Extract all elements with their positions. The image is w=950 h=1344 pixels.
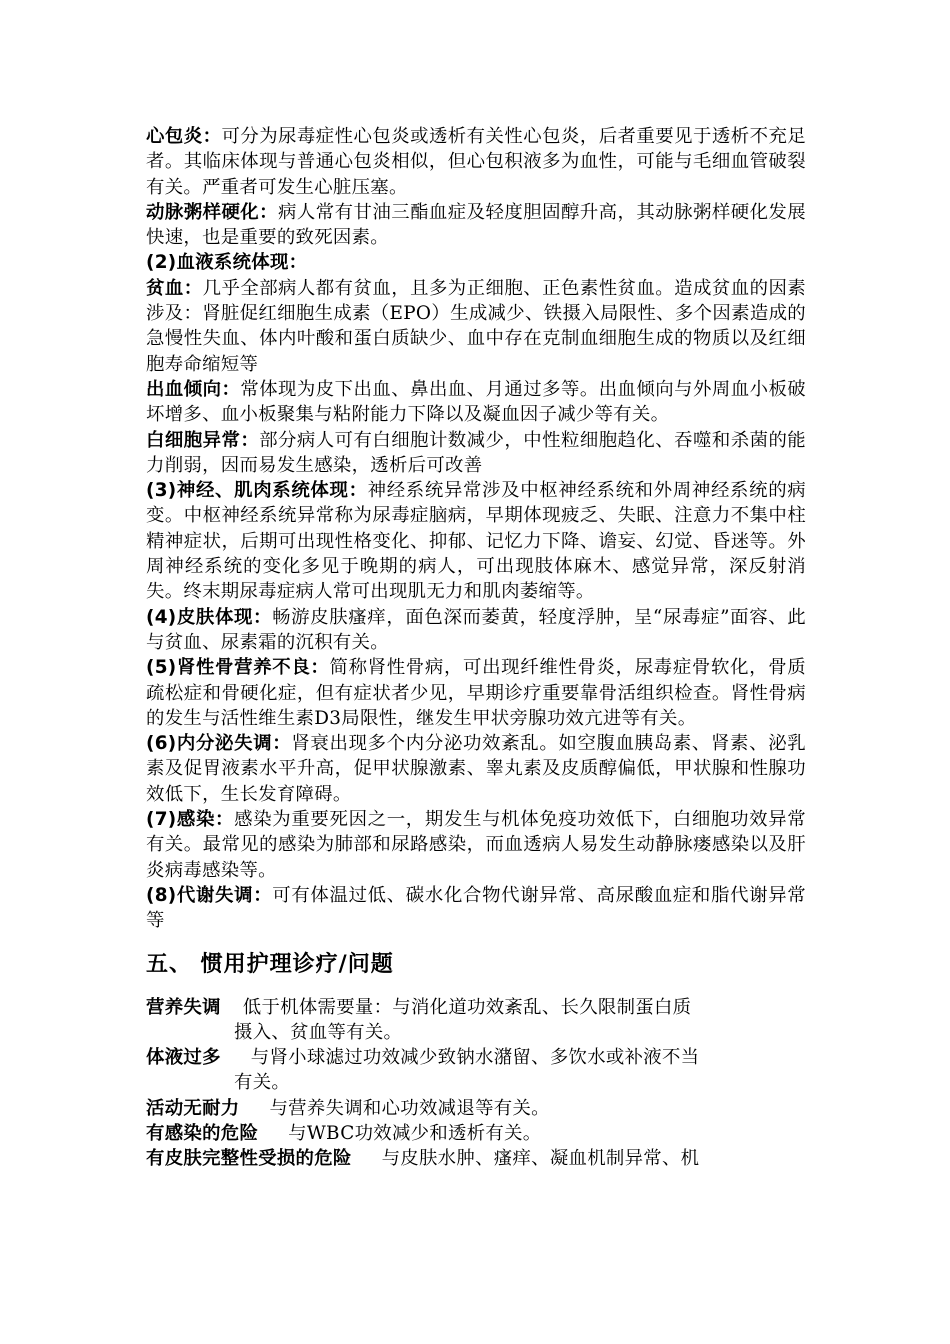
heading-separator: ： <box>253 606 273 628</box>
paragraph-pericarditis <box>146 124 806 200</box>
diagnosis-name: 有皮肤完整性受损的危险 <box>146 1148 352 1170</box>
paragraph-endocrine <box>146 731 806 807</box>
paragraph-atherosclerosis <box>146 200 806 251</box>
heading-separator: ： <box>259 201 279 223</box>
section-title: 五、 惯用护理诊疗/问题 <box>146 951 394 977</box>
diagnosis-description: 与皮肤水肿、瘙痒、凝血机制异常、机 <box>381 1148 700 1170</box>
paragraph-heading: 白细胞异常 <box>146 429 241 451</box>
heading-separator: ： <box>348 480 368 502</box>
paragraph-heading: (2)血液系统体现： <box>146 252 308 274</box>
heading-separator: ： <box>202 126 222 147</box>
diagnosis-name: 体液过多 <box>146 1047 221 1069</box>
paragraph-body: 几乎全部病人都有贫血，且多为正细胞、正色素性贫血。造成贫血的因素涉及：肾脏促红细胞生成素（EPO）生成减少、铁摄入局限性、多个因素造成的急慢性失血、体内叶酸和蛋白质缺少、血中存在克制血细胞生成的物质以及红细胞寿命缩短等 <box>146 277 806 375</box>
paragraph-anemia <box>146 276 806 377</box>
paragraph-body: 畅游皮肤瘙痒，面色深而萎黄，轻度浮肿，呈“尿毒症”面容、此与贫血、尿素霜的沉积有关。 <box>146 606 806 653</box>
nursing-diagnosis-fluid <box>146 1045 806 1096</box>
paragraph-nervous <box>146 478 806 604</box>
diagnosis-description-cont: 摄入、贫血等有关。 <box>234 1021 403 1043</box>
diagnosis-name: 有感染的危险 <box>146 1122 259 1144</box>
paragraph-body: 病人常有甘油三酯血症及轻度胆固醇升高，其动脉粥样硬化发展快速，也是重要的致死因素。 <box>146 201 806 249</box>
heading-separator: ： <box>253 884 273 906</box>
heading-separator: ： <box>310 657 330 679</box>
diagnosis-description-cont: 有关。 <box>234 1072 291 1094</box>
paragraph-heading: 出血倾向 <box>146 378 222 400</box>
paragraph-body: 简称肾性骨病，可出现纤维性骨炎，尿毒症骨软化，骨质疏松症和骨硬化症，但有症状者少见，早期诊疗重要靠骨活组织检查。肾性骨病的发生与活性维生素D3局限性，继发生甲状旁腺功效亢进等有关。 <box>146 657 806 729</box>
paragraph-leukocyte <box>146 428 806 479</box>
paragraph-heading: (8)代谢失调 <box>146 884 254 906</box>
paragraph-heading: (5)肾性骨营养不良 <box>146 657 311 679</box>
paragraph-heading: (7)感染 <box>146 809 216 831</box>
paragraph-infection <box>146 807 806 883</box>
paragraph-blood-system <box>146 250 806 275</box>
paragraph-metabolic <box>146 883 806 934</box>
document-page <box>146 124 806 1172</box>
paragraph-heading: 心包炎 <box>146 126 203 147</box>
paragraph-body: 神经系统异常涉及中枢神经系统和外周神经系统的病变。中枢神经系统异常称为尿毒症脑病，早期体现疲乏、失眠、注意力不集中柱精神症状，后期可出现性格变化、抑郁、记忆力下降、谵妄、幻觉、昏迷等。外周神经系统的变化多见于晚期的病人，可出现肢体麻木、感觉异常，深反射消失。终末期尿毒症病人常可出现肌无力和肌肉萎缩等。 <box>146 480 806 603</box>
diagnosis-name: 活动无耐力 <box>146 1097 240 1119</box>
paragraph-heading: (3)神经、肌肉系统体现 <box>146 480 349 502</box>
heading-separator: ： <box>215 809 235 831</box>
paragraph-bleeding <box>146 377 806 428</box>
diagnosis-description: 低于机体需要量：与消化道功效紊乱、长久限制蛋白质 <box>242 996 692 1018</box>
paragraph-heading: 动脉粥样硬化 <box>146 201 260 223</box>
nursing-diagnosis-activity <box>146 1096 806 1121</box>
diagnosis-name: 营养失调 <box>146 996 221 1018</box>
paragraph-body: 常体现为皮下出血、鼻出血、月通过多等。出血倾向与外周血小板破坏增多、血小板聚集与粘附能力下降以及凝血因子减少等有关。 <box>146 378 806 426</box>
diagnosis-description: 与营养失调和心功效减退等有关。 <box>269 1097 550 1119</box>
paragraph-heading: (6)内分泌失调 <box>146 733 273 755</box>
paragraph-body: 部分病人可有白细胞计数减少，中性粒细胞趋化、吞噬和杀菌的能力削弱，因而易发生感染，透析后可改善 <box>146 429 806 476</box>
heading-separator: ： <box>221 378 241 400</box>
paragraph-heading: 贫血 <box>146 277 184 299</box>
paragraph-skin <box>146 605 806 656</box>
paragraph-renal-osteodystrophy <box>146 655 806 731</box>
heading-separator: ： <box>272 733 292 755</box>
paragraph-body: 肾衰出现多个内分泌功效紊乱。如空腹血胰岛素、肾素、泌乳素及促胃液素水平升高，促甲状腺激素、睾丸素及皮质醇偏低，甲状腺和性腺功效低下，生长发育障碍。 <box>146 733 806 805</box>
diagnosis-description: 与WBC功效减少和透析有关。 <box>288 1122 542 1144</box>
nursing-diagnosis-skin-risk <box>146 1146 806 1171</box>
paragraph-body: 感染为重要死因之一，期发生与机体免疫功效低下，白细胞功效异常有关。最常见的感染为肺部和尿路感染，而血透病人易发生动静脉瘘感染以及肝炎病毒感染等。 <box>146 809 806 881</box>
heading-separator: ： <box>183 277 203 299</box>
heading-separator: ： <box>240 429 260 451</box>
paragraph-body: 可分为尿毒症性心包炎或透析有关性心包炎，后者重要见于透析不充足者。其临床体现与普通心包炎相似，但心包积液多为血性，可能与毛细血管破裂有关。严重者可发生心脏压塞。 <box>146 126 806 198</box>
nursing-diagnosis-infection-risk <box>146 1121 806 1146</box>
diagnosis-description: 与肾小球滤过功效减少致钠水潴留、多饮水或补液不当 <box>250 1047 700 1069</box>
paragraph-heading: (4)皮肤体现 <box>146 606 254 628</box>
nursing-diagnosis-nutrition <box>146 995 806 1046</box>
paragraph-body: 可有体温过低、碳水化合物代谢异常、高尿酸血症和脂代谢异常等 <box>146 884 806 932</box>
